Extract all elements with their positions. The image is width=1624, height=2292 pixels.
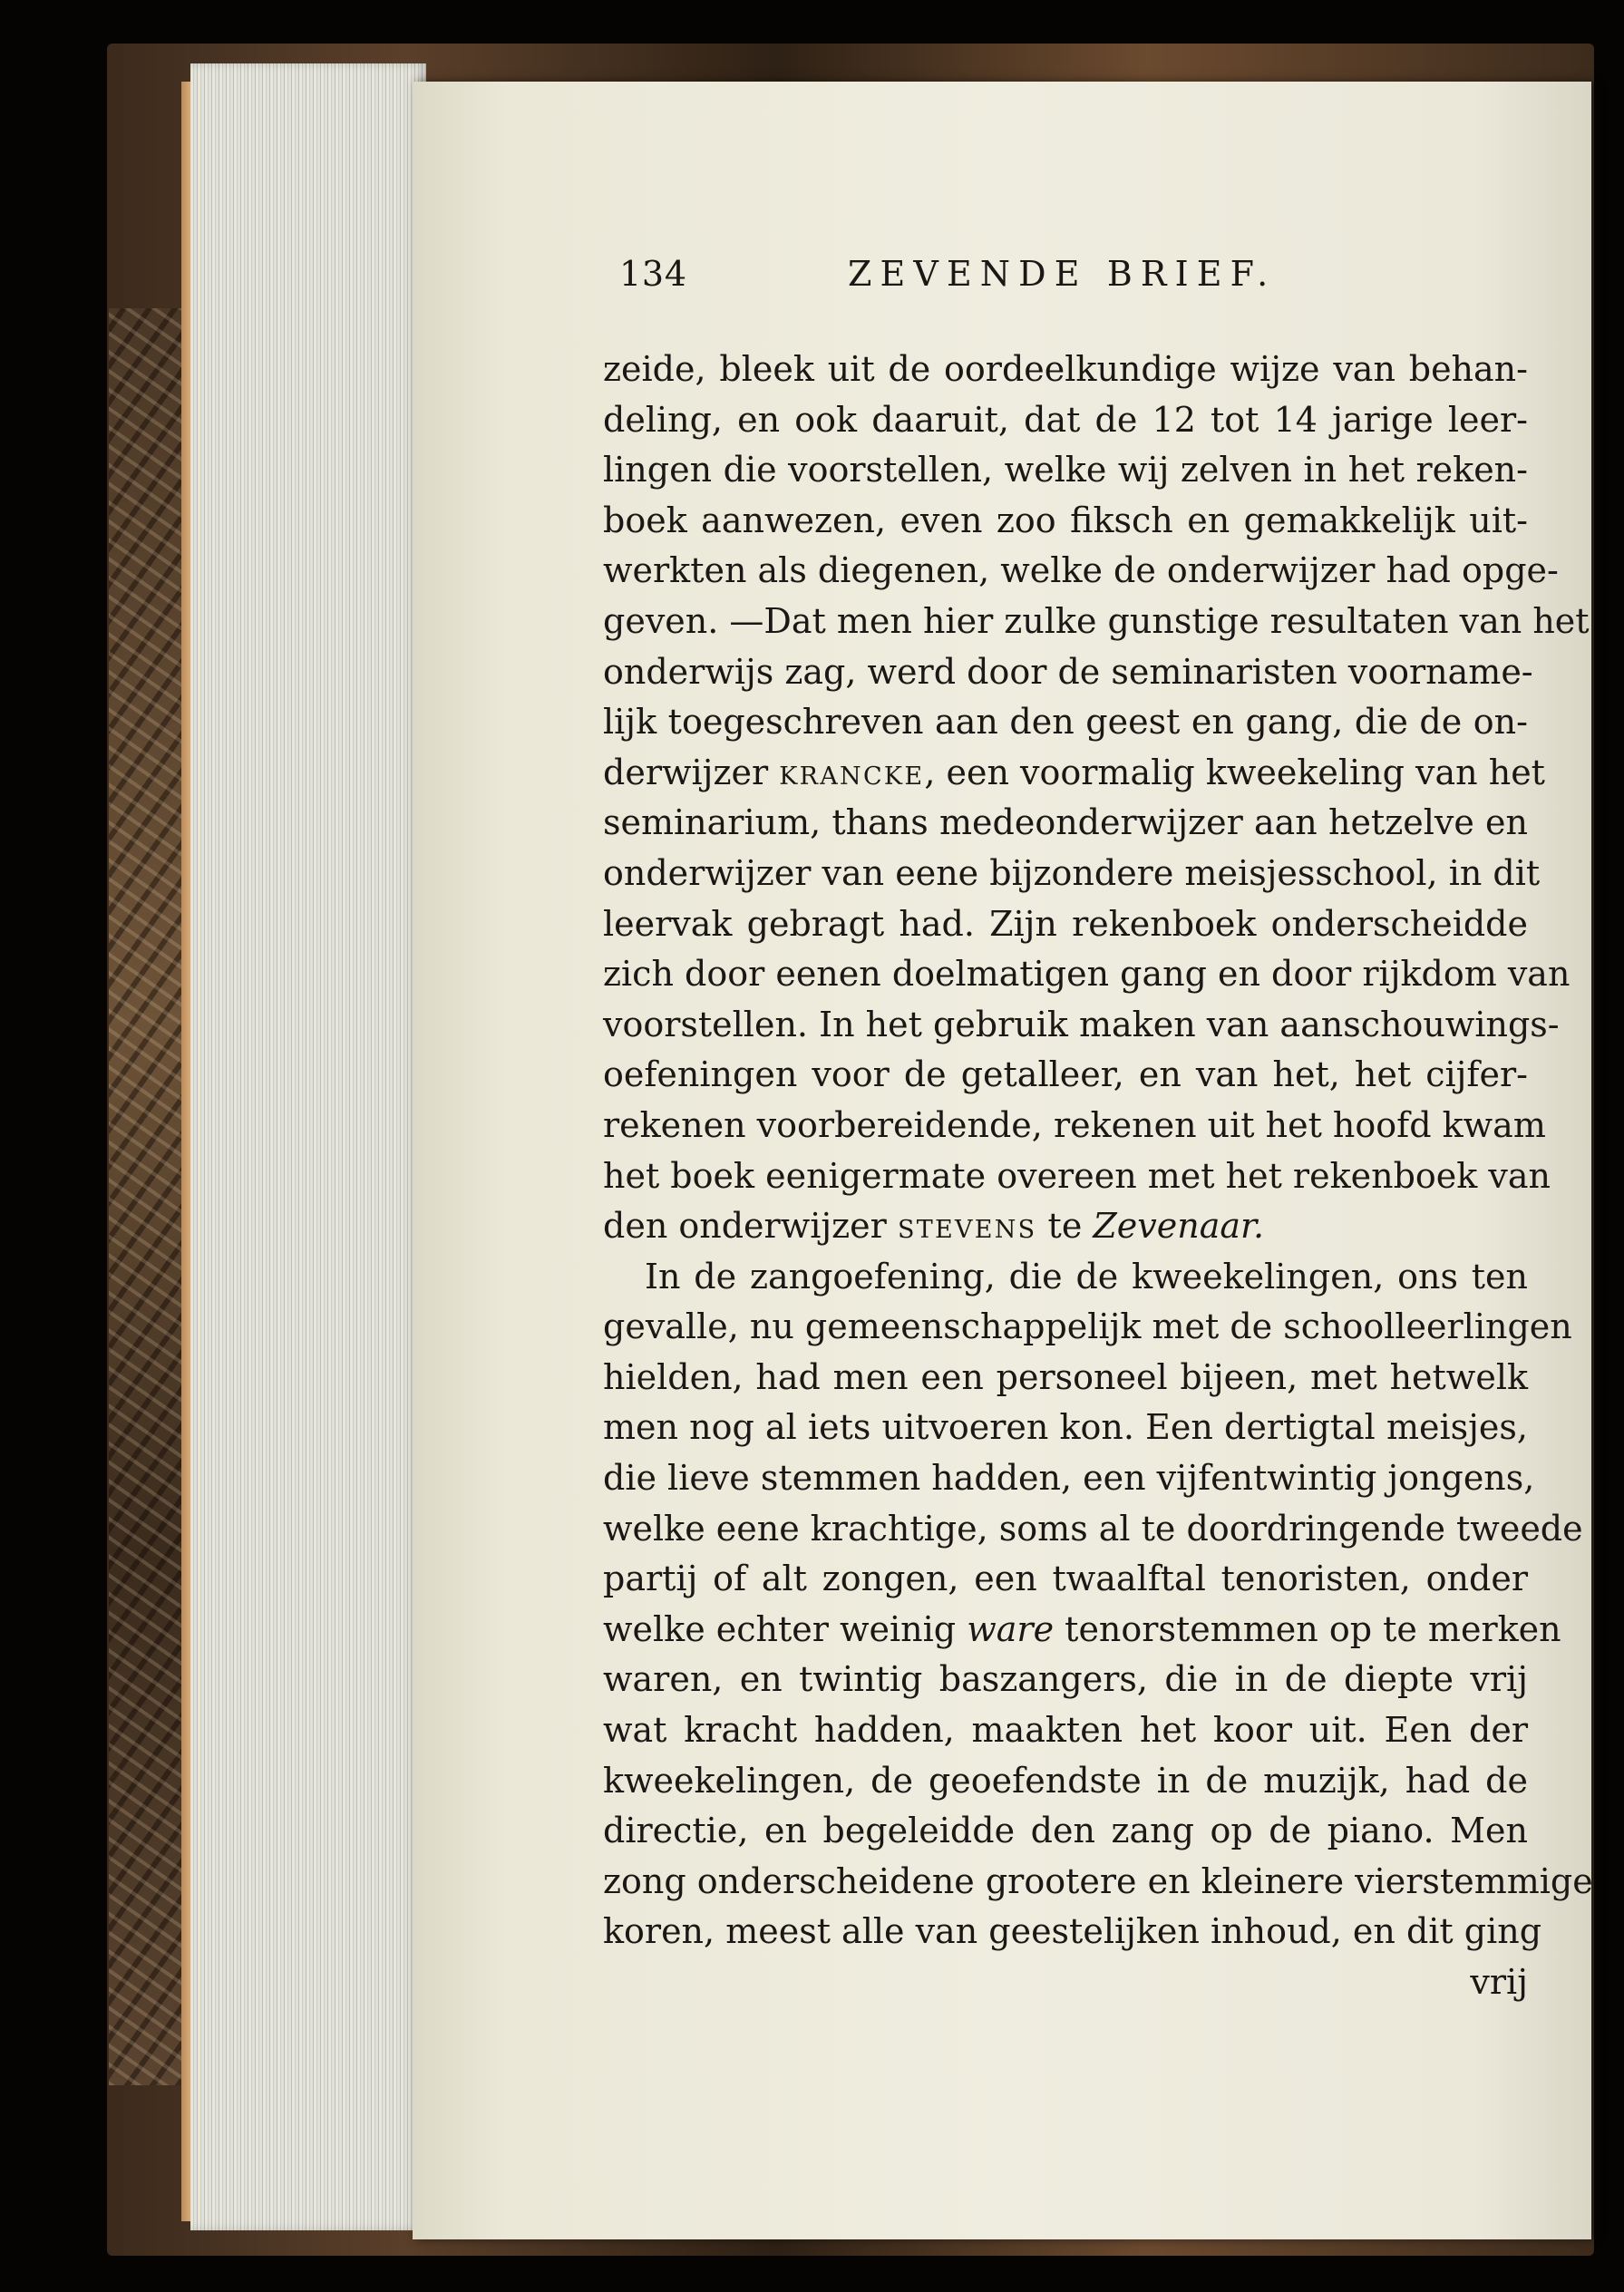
- text-line: boek aanwezen, even zoo fiksch en gemakkelijk uit-: [603, 500, 1528, 540]
- page-number: 134: [619, 254, 687, 294]
- text-line: leervak gebragt had. Zijn rekenboek onderscheidde: [603, 903, 1528, 944]
- text-line: hielden, had men een personeel bijeen, met hetwelk: [603, 1356, 1528, 1397]
- running-head: [603, 247, 1528, 301]
- text-line: koren, meest alle van geestelijken inhoud, en dit ging: [603, 1911, 1542, 1952]
- text-line: oefeningen voor de getalleer, en van het, het cijfer-: [603, 1054, 1528, 1095]
- text-line: het boek eenigermate overeen met het rekenboek van: [603, 1155, 1551, 1196]
- text-line: onderwijs zag, werd door de seminaristen voorname-: [603, 651, 1533, 692]
- text-line: voorstellen. In het gebruik maken van aanschouwings-: [603, 1004, 1560, 1044]
- running-title: ZEVENDE BRIEF.: [848, 254, 1277, 294]
- text-line: wat kracht hadden, maakten het koor uit. Een der: [603, 1710, 1528, 1751]
- body-text: [603, 345, 1593, 2008]
- text-line: zeide, bleek uit de oordeelkundige wijze van behan-: [603, 349, 1528, 389]
- person-name: stevens: [897, 1206, 1037, 1247]
- text-fragment: welke echter weinig: [603, 1608, 957, 1649]
- text-line: [603, 1605, 1561, 1656]
- text-line: partij of alt zongen, een twaalftal tenoristen, onder: [603, 1559, 1528, 1599]
- text-line: deling, en ook daaruit, dat de 12 tot 14 jarige leer-: [603, 399, 1528, 440]
- text-line: directie, en begeleidde den zang op de piano. Men: [603, 1811, 1528, 1851]
- text-line: rekenen voorbereidende, rekenen uit het hoofd kwam: [603, 1104, 1546, 1145]
- text-line: werkten als diegenen, welke de onderwijzer had opge-: [603, 550, 1559, 591]
- place-name: Zevenaar.: [1093, 1206, 1265, 1247]
- text-line: [603, 1201, 1528, 1252]
- text-line: welke eene krachtige, soms al te doordringende tweede: [603, 1508, 1583, 1549]
- text-line: zong onderscheidene grootere en kleinere vierstemmige: [603, 1860, 1593, 1901]
- text-line: In de zangoefening, die de kweekelingen, ons ten: [645, 1256, 1528, 1297]
- text-fragment: te: [1047, 1206, 1083, 1247]
- text-line: onderwijzer van eene bijzondere meisjesschool, in dit: [603, 852, 1541, 893]
- emphasis: ware: [967, 1608, 1055, 1649]
- text-fragment: , een voormalig kweekeling van het: [924, 752, 1545, 792]
- catchword: vrij: [1470, 1962, 1528, 2002]
- text-line: men nog al iets uitvoeren kon. Een dertigtal meisjes,: [603, 1407, 1528, 1448]
- text-fragment: tenorstemmen op te merken: [1065, 1608, 1561, 1649]
- text-line: lijk toegeschreven aan den geest en gang, die de on-: [603, 702, 1528, 743]
- person-name: krancke: [779, 752, 925, 792]
- text-fragment: den onderwijzer: [603, 1206, 887, 1247]
- text-line: gevalle, nu gemeenschappelijk met de schoolleerlingen: [603, 1306, 1572, 1347]
- text-line: die lieve stemmen hadden, een vijfentwintig jongens,: [603, 1458, 1535, 1499]
- page-content: [603, 247, 1593, 2008]
- text-line: lingen die voorstellen, welke wij zelven in het reken-: [603, 450, 1528, 490]
- page-edges: [190, 63, 426, 2230]
- text-line: geven. —Dat men hier zulke gunstige resultaten van het: [603, 600, 1590, 641]
- text-line: seminarium, thans medeonderwijzer aan hetzelve en: [603, 802, 1528, 843]
- text-line: zich door eenen doelmatigen gang en door rijkdom van: [603, 954, 1571, 995]
- text-line: kweekelingen, de geoefendste in de muzijk, had de: [603, 1760, 1528, 1801]
- text-line: [603, 748, 1545, 799]
- text-line: waren, en twintig baszangers, die in de diepte vrij: [603, 1659, 1528, 1700]
- marbled-board: [109, 308, 181, 2085]
- text-fragment: derwijzer: [603, 752, 769, 792]
